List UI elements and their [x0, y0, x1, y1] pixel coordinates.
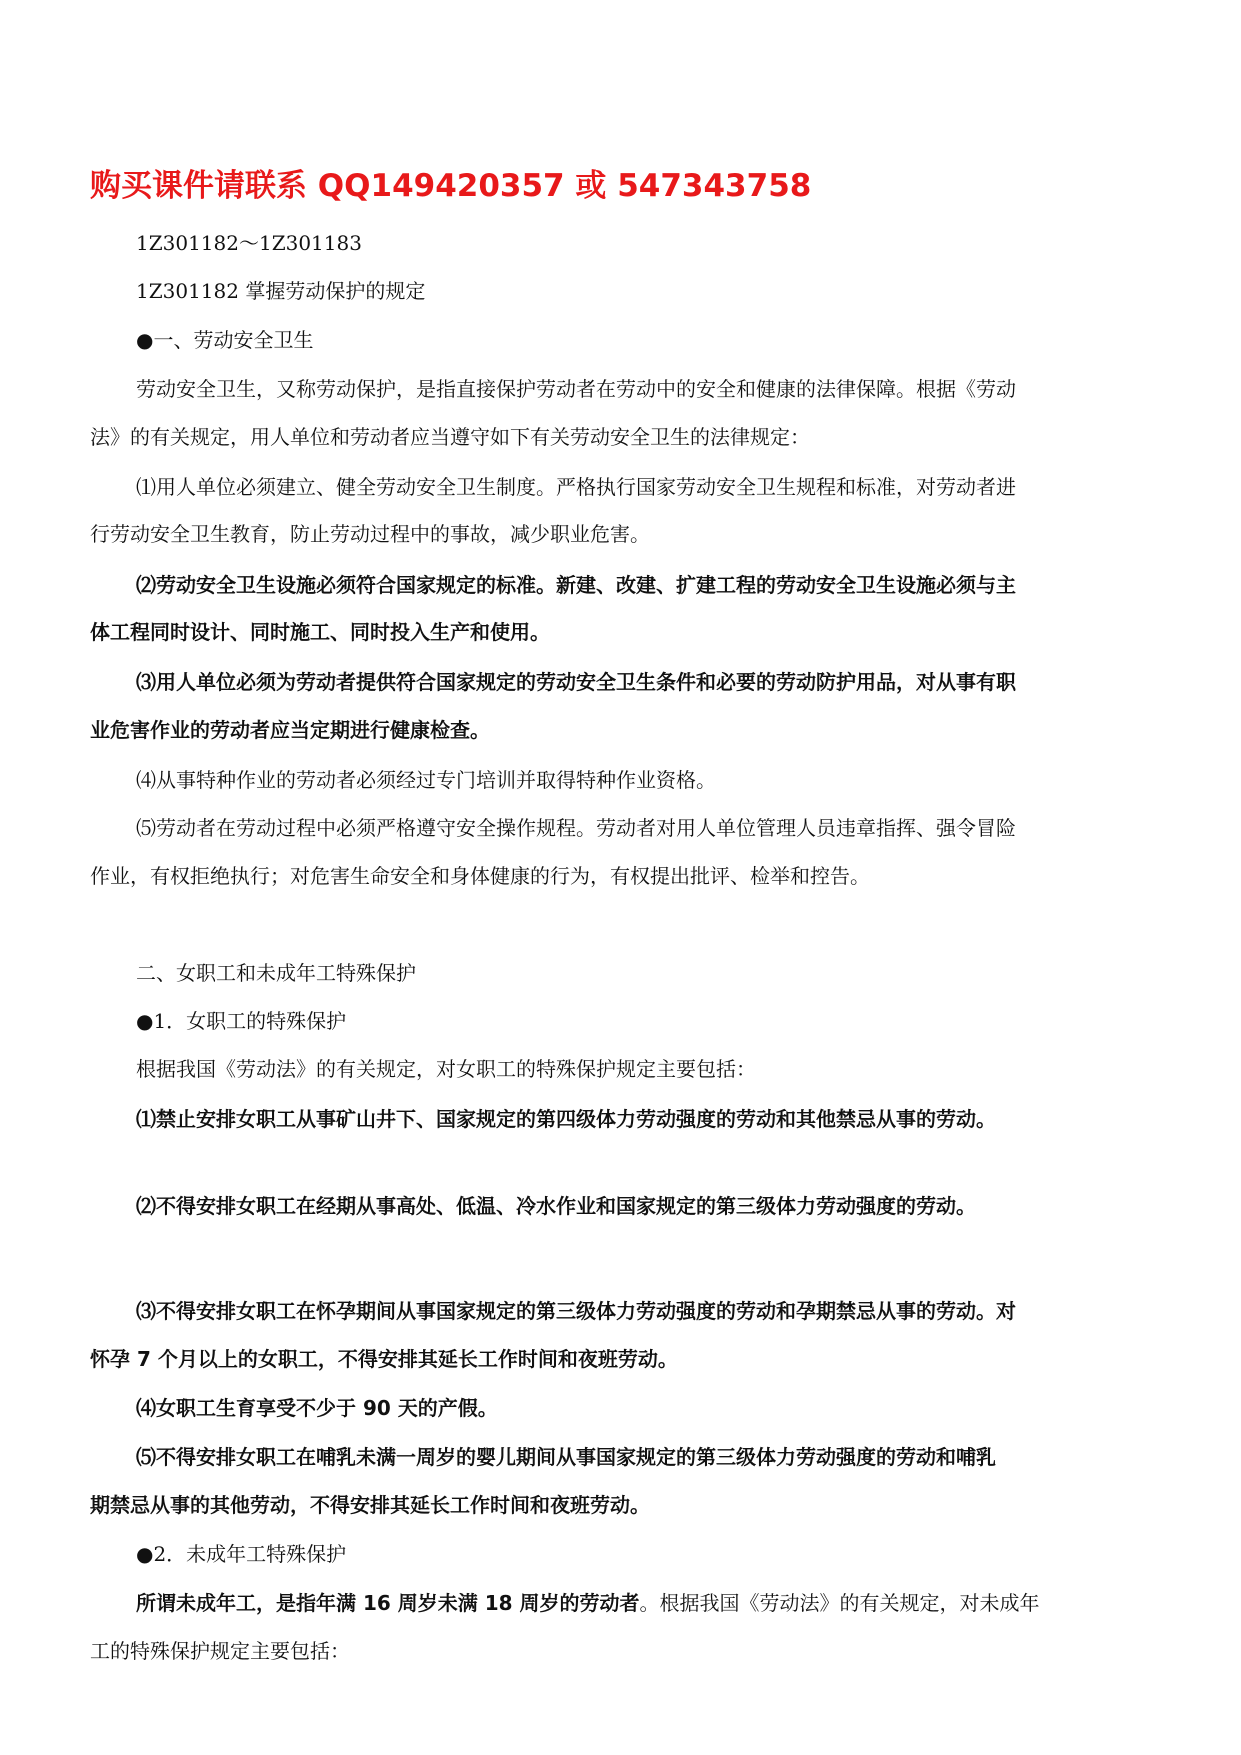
- list-item-line: 体工程同时设计、同时施工、同时投入生产和使用。: [90, 620, 550, 644]
- paragraph-line: 劳动安全卫生，又称劳动保护，是指直接保护劳动者在劳动中的安全和健康的法律保障。根据《劳动: [136, 377, 1016, 401]
- list-item-line: ⑶用人单位必须为劳动者提供符合国家规定的劳动安全卫生条件和必要的劳动防护用品，对从事有职: [136, 670, 1016, 694]
- list-item-line: 业危害作业的劳动者应当定期进行健康检查。: [90, 718, 490, 742]
- list-item-line: 怀孕 7 个月以上的女职工，不得安排其延长工作时间和夜班劳动。: [90, 1347, 678, 1371]
- list-item-line: ⑶不得安排女职工在怀孕期间从事国家规定的第三级体力劳动强度的劳动和孕期禁忌从事的劳动。对: [136, 1299, 1016, 1323]
- list-item-line: 行劳动安全卫生教育，防止劳动过程中的事故，减少职业危害。: [90, 522, 650, 546]
- list-item-line: 期禁忌从事的其他劳动，不得安排其延长工作时间和夜班劳动。: [90, 1493, 650, 1517]
- paragraph-line: 工的特殊保护规定主要包括：: [90, 1639, 350, 1663]
- list-item-line: ⑷女职工生育享受不少于 90 天的产假。: [136, 1396, 498, 1420]
- heading-labor-safety: ●一、劳动安全卫生: [136, 328, 314, 352]
- paragraph-line: 法》的有关规定，用人单位和劳动者应当遵守如下有关劳动安全卫生的法律规定：: [90, 425, 810, 449]
- paragraph-continuation: 。根据我国《劳动法》的有关规定，对未成年: [639, 1591, 1040, 1615]
- heading-special-protection: 二、女职工和未成年工特殊保护: [136, 961, 416, 985]
- list-item-line: 作业，有权拒绝执行；对危害生命安全和身体健康的行为，有权提出批评、检举和控告。: [90, 864, 870, 888]
- subheading-female-workers: ●1．女职工的特殊保护: [136, 1009, 347, 1033]
- subheading-minor-workers: ●2．未成年工特殊保护: [136, 1542, 347, 1566]
- contact-ad-banner: 购买课件请联系 QQ149420357 或 547343758: [90, 168, 812, 204]
- list-item-line: ⑴用人单位必须建立、健全劳动安全卫生制度。严格执行国家劳动安全卫生规程和标准，对劳动者进: [136, 475, 1016, 499]
- list-item-line: ⑸劳动者在劳动过程中必须严格遵守安全操作规程。劳动者对用人单位管理人员违章指挥、强令冒险: [136, 816, 1016, 840]
- code-range: 1Z301182～1Z301183: [136, 231, 362, 255]
- paragraph-line: [136, 1590, 1040, 1616]
- list-item-line: ⑸不得安排女职工在哺乳未满一周岁的婴儿期间从事国家规定的第三级体力劳动强度的劳动和哺乳: [136, 1445, 996, 1469]
- list-item-line: ⑵不得安排女职工在经期从事高处、低温、冷水作业和国家规定的第三级体力劳动强度的劳动。: [136, 1194, 976, 1218]
- list-item-line: ⑷从事特种作业的劳动者必须经过专门培训并取得特种作业资格。: [136, 768, 716, 792]
- section-title: 1Z301182 掌握劳动保护的规定: [136, 279, 426, 303]
- list-item-line: ⑴禁止安排女职工从事矿山井下、国家规定的第四级体力劳动强度的劳动和其他禁忌从事的劳动。: [136, 1107, 996, 1131]
- paragraph-line: 根据我国《劳动法》的有关规定，对女职工的特殊保护规定主要包括：: [136, 1057, 756, 1081]
- list-item-line: ⑵劳动安全卫生设施必须符合国家规定的标准。新建、改建、扩建工程的劳动安全卫生设施必须与主: [136, 573, 1016, 597]
- minor-definition: 所谓未成年工，是指年满 16 周岁未满 18 周岁的劳动者: [136, 1591, 640, 1615]
